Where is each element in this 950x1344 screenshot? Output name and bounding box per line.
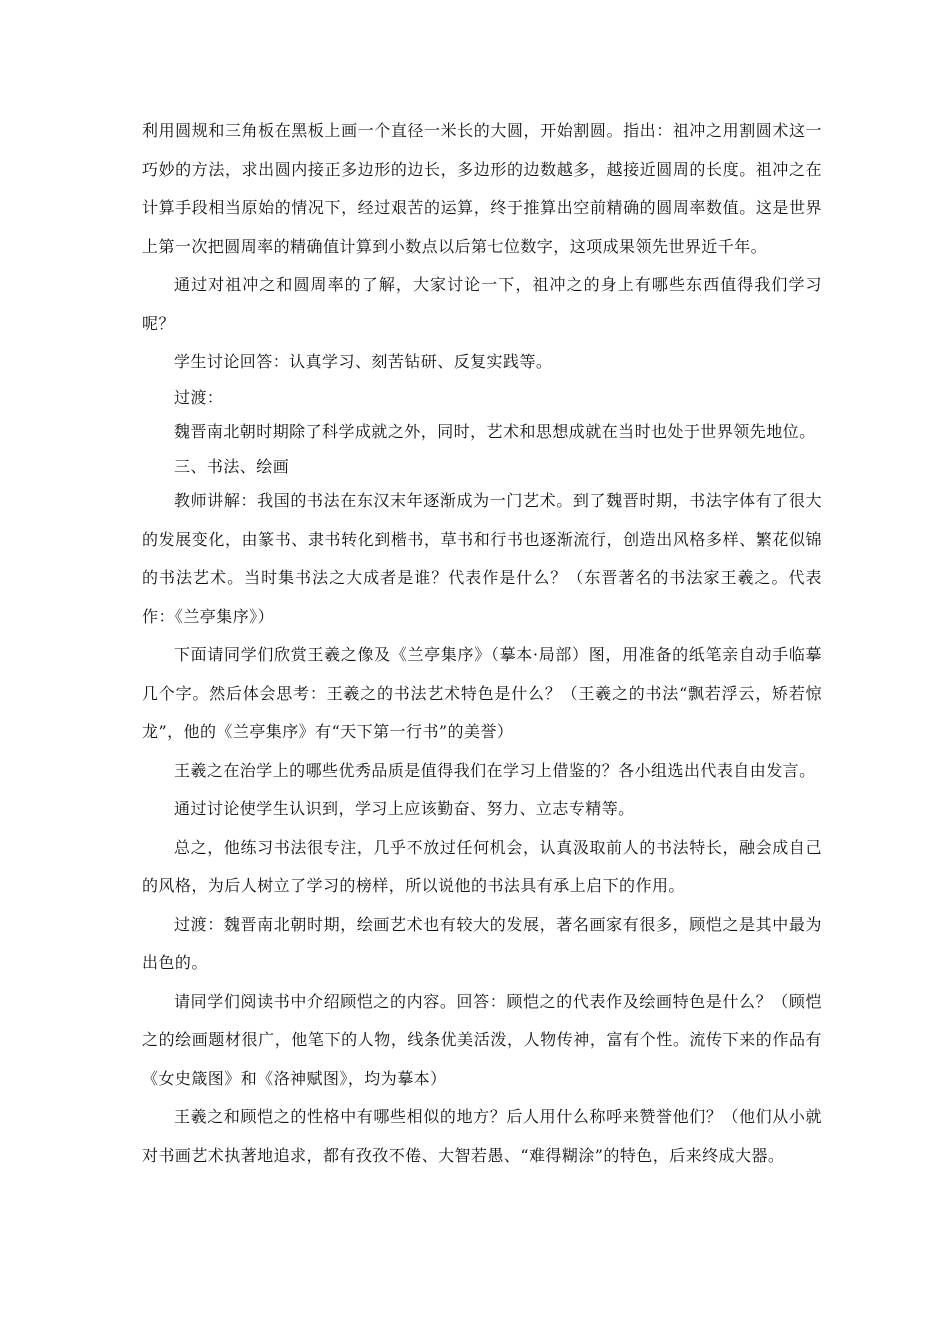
paragraph-summary: 总之，他练习书法很专注，几乎不放过任何机会，认真汲取前人的书法特长，融会成自己的风格，为后人树立了学习的榜样，所以说他的书法具有承上启下的作用。 — [142, 837, 822, 895]
paragraph-zu-chongzhi-method: 利用圆规和三角板在黑板上画一个直径一米长的大圆，开始割圆。指出：祖冲之用割圆术这一巧妙的方法，求出圆内接正多边形的边长，多边形的边数越多，越接近圆周的长度。祖冲之在计算手段相当原始的情况下，经过艰苦的运算，终于推算出空前精确的圆周率数值。这是世界上第一次把圆周率的精确值计算到小数点以后第七位数字，这项成果领先世界近千年。 — [142, 121, 822, 256]
paragraph-wang-xizhi-qualities: 王羲之在治学上的哪些优秀品质是值得我们在学习上借鉴的？各小组选出代表自由发言。 — [174, 760, 816, 780]
paragraph-discussion-outcome: 通过讨论使学生认识到，学习上应该勤奋、努力、立志专精等。 — [174, 799, 635, 818]
document-body — [142, 112, 822, 1175]
paragraph-discussion-question: 通过对祖冲之和圆周率的了解，大家讨论一下，祖冲之的身上有哪些东西值得我们学习呢？ — [142, 275, 822, 333]
paragraph-lanting-appreciation: 下面请同学们欣赏王羲之像及《兰亭集序》（摹本·局部）图，用准备的纸笔亲自动手临摹几个字。然后体会思考：王羲之的书法艺术特色是什么？（王羲之的书法“飘若浮云，矫若惊龙”，他的《兰亭集序》有“天下第一行书”的美誉） — [142, 645, 822, 741]
paragraph-gu-kaizhi: 请同学们阅读书中介绍顾恺之的内容。回答：顾恺之的代表作及绘画特色是什么？（顾恺之的绘画题材很广，他笔下的人物，线条优美活泼，人物传神，富有个性。流传下来的作品有《女史箴图》和《洛神赋图》，均为摹本） — [142, 991, 822, 1088]
paragraph-transition-text: 魏晋南北朝时期除了科学成就之外，同时，艺术和思想成就在当时也处于世界领先地位。 — [174, 421, 816, 441]
paragraph-painting-transition: 过渡：魏晋南北朝时期，绘画艺术也有较大的发展，著名画家有很多，顾恺之是其中最为出色的。 — [142, 914, 822, 972]
paragraph-transition-label: 过渡： — [174, 387, 224, 407]
paragraph-teacher-lecture: 教师讲解：我国的书法在东汉末年逐渐成为一门艺术。到了魏晋时期，书法字体有了很大的发展变化，由篆书、隶书转化到楷书，草书和行书也逐渐流行，创造出风格多样、繁花似锦的书法艺术。当时集书法之大成者是谁？代表作是什么？（东晋著名的书法家王羲之。代表作：《兰亭集序》） — [142, 491, 822, 626]
paragraph-comparison: 王羲之和顾恺之的性格中有哪些相似的地方？后人用什么称呼来赞誉他们？（他们从小就对书画艺术执著地追求，都有孜孜不倦、大智若愚、“难得糊涂”的特色，后来终成大器。 — [142, 1107, 822, 1165]
section-heading-calligraphy-painting: 三、书法、绘画 — [174, 457, 290, 476]
paragraph-student-answer: 学生讨论回答：认真学习、刻苦钻研、反复实践等。 — [174, 352, 553, 371]
